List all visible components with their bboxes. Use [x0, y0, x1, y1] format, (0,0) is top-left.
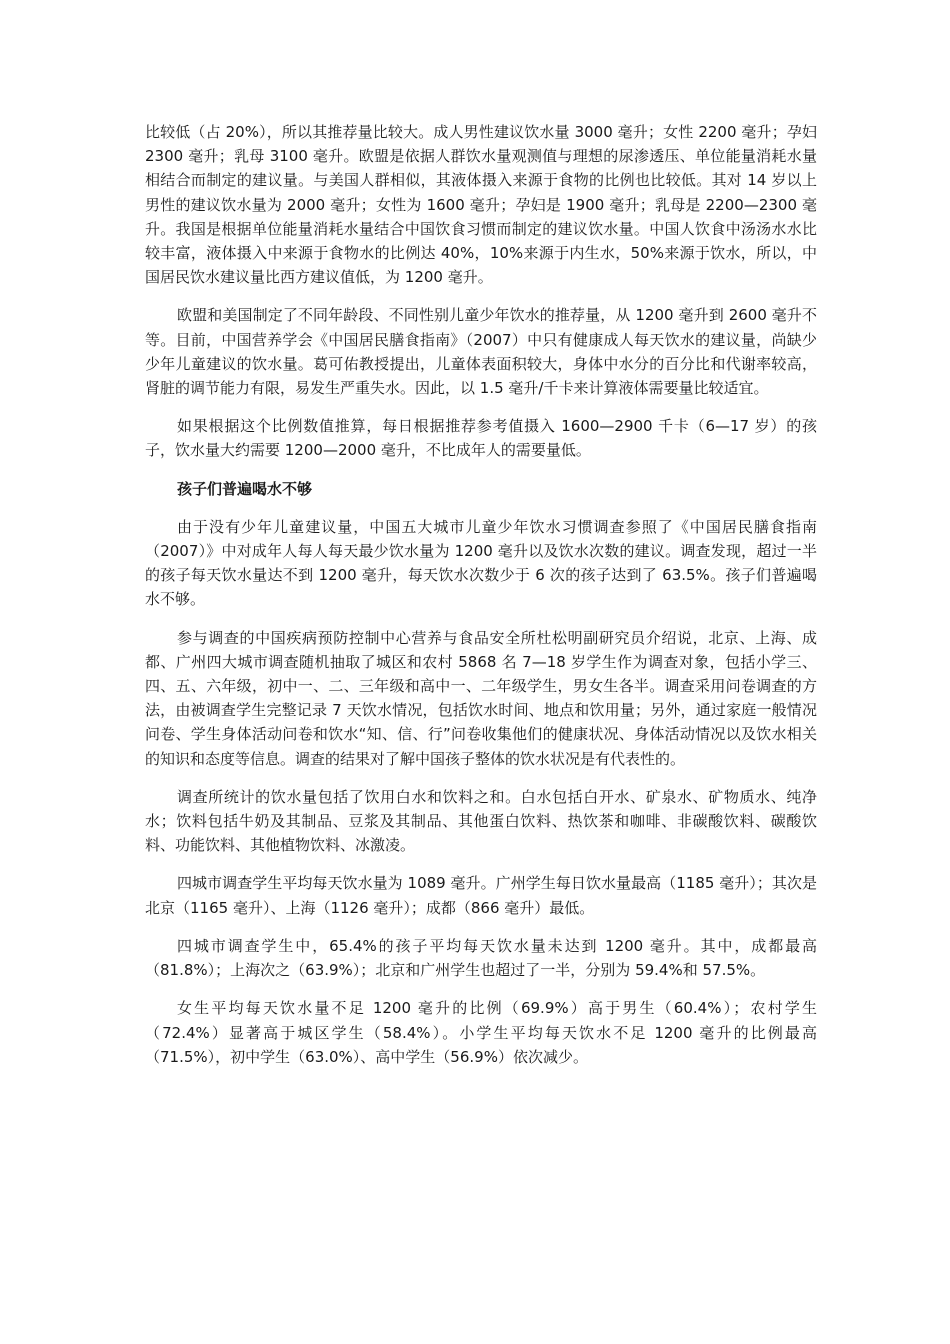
paragraph-water-types: 调查所统计的饮水量包括了饮用白水和饮料之和。白水包括白开水、矿泉水、矿物质水、纯净水；饮料包括牛奶及其制品、豆浆及其制品、其他蛋白饮料、热饮茶和咖啡、非碳酸饮料、碳酸饮料、功能饮料、其他植物饮料、冰激凌。 [145, 787, 817, 855]
paragraph-city-shortfall: 四城市调查学生中，65.4%的孩子平均每天饮水量未达到 1200 毫升。其中，成都最高（81.8%）；上海次之（63.9%）；北京和广州学生也超过了一半，分别为 59.4%和 57.5%。 [145, 936, 817, 980]
paragraph-calculation: 如果根据这个比例数值推算，每日根据推荐参考值摄入 1600—2900 千卡（6—17 岁）的孩子，饮水量大约需要 1200—2000 毫升，不比成年人的需要量低。 [145, 417, 817, 460]
paragraph-children-recommendation: 欧盟和美国制定了不同年龄段、不同性别儿童少年饮水的推荐量，从 1200 毫升到 2600 毫升不等。目前，中国营养学会《中国居民膳食指南》（2007）中只有健康成人每天饮水的建议量，尚缺少少年儿童建议的饮水量。葛可佑教授提出，儿童体表面积较大，身体中水分的百分比和代谢率较高，肾脏的调节能力有限，易发生严重失水。因此，以 1.5 毫升/千卡来计算液体需要量比较适宜。 [145, 306, 817, 398]
paragraph-city-average: 四城市调查学生平均每天饮水量为 1089 毫升。广州学生每日饮水量最高（1185 毫升）；其次是北京（1165 毫升）、上海（1126 毫升）；成都（866 毫升）最低。 [145, 874, 817, 917]
section-heading: 孩子们普遍喝水不够 [177, 479, 313, 498]
document-page [145, 120, 817, 1083]
paragraph-survey-finding: 由于没有少年儿童建议量，中国五大城市儿童少年饮水习惯调查参照了《中国居民膳食指南（2007）》中对成年人每人每天最少饮水量为 1200 毫升以及饮水次数的建议。调查发现，超过一半的孩子每天饮水量达不到 1200 毫升，每天饮水次数少于 6 次的孩子达到了 63.5%。孩子们普遍喝水不够。 [145, 517, 817, 609]
paragraph-survey-method: 参与调查的中国疾病预防控制中心营养与食品安全所杜松明副研究员介绍说，北京、上海、成都、广州四大城市调查随机抽取了城区和农村 5868 名 7—18 岁学生作为调查对象，包括小学三、四、五、六年级，初中一、二、三年级和高中一、二年级学生，男女生各半。调查采用问卷调查的方法，由被调查学生完整记录 7 天饮水情况，包括饮水时间、地点和饮用量；另外，通过家庭一般情况问卷、学生身体活动问卷和饮水“知、信、行”问卷收集他们的健康状况、身体活动情况以及饮水相关的知识和态度等信息。调查的结果对了解中国孩子整体的饮水状况是有代表性的。 [145, 628, 817, 768]
paragraph-recommended-intake: 比较低（占 20%），所以其推荐量比较大。成人男性建议饮水量 3000 毫升；女性 2200 毫升；孕妇 2300 毫升；乳母 3100 毫升。欧盟是依据人群饮水量观测值与理想的尿渗透压、单位能量消耗水量相结合而制定的建议量。与美国人群相似，其液体摄入来源于食物的比例也比较低。其对 14 岁以上男性的建议饮水量为 2000 毫升；女性为 1600 毫升；孕妇是 1900 毫升；乳母是 2200—2300 毫升。我国是根据单位能量消耗水量结合中国饮食习惯而制定的建议饮水量。中国人饮食中汤汤水水比较丰富，液体摄入中来源于食物水的比例达 40%，10%来源于内生水，50%来源于饮水，所以，中国居民饮水建议量比西方建议值低，为 1200 毫升。 [145, 123, 817, 287]
paragraph-group-shortfall: 女生平均每天饮水量不足 1200 毫升的比例（69.9%）高于男生（60.4%）；农村学生（72.4%）显著高于城区学生（58.4%）。小学生平均每天饮水不足 1200 毫升的比例最高（71.5%），初中学生（63.0%）、高中学生（56.9%）依次减少。 [145, 999, 817, 1066]
